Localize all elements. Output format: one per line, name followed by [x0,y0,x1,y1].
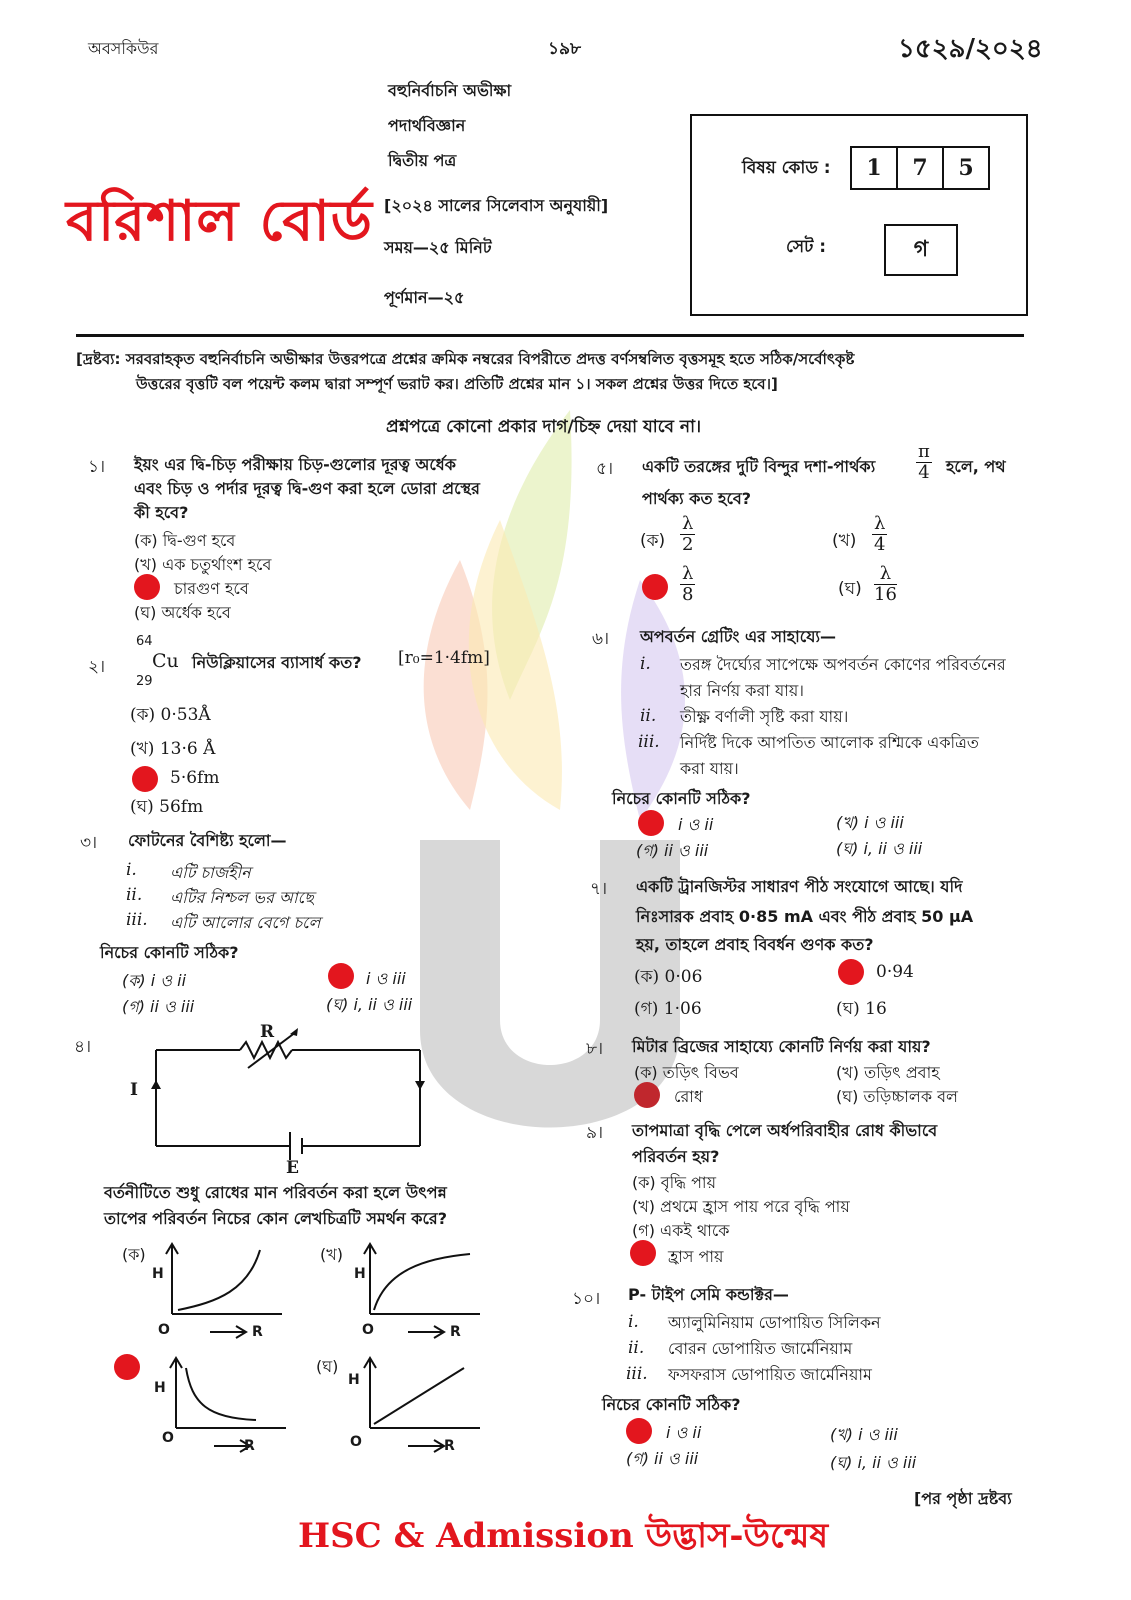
q3-option-ga[interactable]: (গ) ii ও iii [122,997,195,1016]
q4-line-2: তাপের পরিবর্তন নিচের কোন লেখচিত্রটি সমর্থন করে? [104,1209,447,1228]
instruction-line-2: উত্তরের বৃত্তটি বল পয়েন্ট কলম দ্বারা সম্পূর্ণ ভরাট কর। প্রতিটি প্রশ্নের মান ১। সকল প্রশ্নের উত্তর দিতে হবে।] [136,375,778,393]
q8-option-ga[interactable]: রোধ [674,1087,703,1106]
q10-number: ১০। [572,1289,601,1309]
q6-stem: অপবর্তন গ্রেটিং এর সাহায্যে— [640,627,837,646]
q10-statement-1: অ্যালুমিনিয়াম ডোপায়িত সিলিকন [668,1313,881,1332]
denominator: 8 [681,584,694,605]
q8-option-ka[interactable]: (ক) তড়িৎ বিভব [634,1063,739,1082]
q6-option-ka[interactable]: i ও ii [678,815,714,834]
q3-roman-1: i. [126,860,137,880]
instruction-line-1: [দ্রষ্টব্য: সরবরাহকৃত বহুনির্বাচনি অভীক্ষার উত্তরপত্রে প্রশ্নের ক্রমিক নম্বরের বিপরীতে প্রদত্ত বর্ণসম্বলিত বৃত্তসমূহ হতে সঠিক/সর্বোৎকৃষ্ট [76,350,855,368]
q2-number: ২। [88,657,106,677]
q1-option-gha[interactable]: (ঘ) অর্ধেক হবে [134,603,231,622]
board-name: বরিশাল বোর্ড [66,189,373,254]
q3-option-kha[interactable]: i ও iii [366,969,406,988]
q1-line-2: এবং চিড় ও পর্দার দূরত্ব দ্বি-গুণ করা হলে ডোরা প্রস্থের [134,479,480,498]
q10-answer-mark[interactable] [626,1418,652,1444]
q2-given: [r₀=1·4fm] [398,648,490,668]
q10-option-kha[interactable]: (খ) i ও iii [830,1425,898,1444]
q7-option-ka[interactable]: (ক) 0·06 [634,967,703,987]
q3-ask: নিচের কোনটি সঠিক? [100,943,239,962]
q6-roman-1: i. [640,654,651,674]
q8-option-gha[interactable]: (ঘ) তড়িচ্চালক বল [836,1087,958,1106]
q8-option-kha[interactable]: (খ) তড়িৎ প্রবাহ [836,1063,940,1082]
page-number: ১৯৮ [548,39,582,59]
q6-option-ga[interactable]: (গ) ii ও iii [636,841,709,860]
q6-statement-3a: নির্দিষ্ট দিকে আপতিত আলোক রশ্মিকে একত্রিত [680,733,979,752]
q9-line-2: পরিবর্তন হয়? [632,1147,720,1166]
q8-answer-mark[interactable] [634,1082,660,1108]
q2-atomic-number: 29 [136,674,153,689]
axis-h-label: H [154,1380,166,1396]
q10-option-gha[interactable]: (ঘ) i, ii ও iii [830,1453,917,1472]
axis-h-label: H [354,1266,366,1282]
q6-number: ৬। [592,629,610,649]
q2-option-kha[interactable]: (খ) 13·6 Å [130,739,216,759]
q6-ask: নিচের কোনটি সঠিক? [612,789,751,808]
q10-option-ga[interactable]: (গ) ii ও iii [626,1449,699,1468]
q7-line-1: একটি ট্রানজিস্টর সাধারণ পীঠ সংযোগে আছে। যদি [636,877,963,896]
axis-o-label: O [362,1322,374,1338]
time-limit: সময়—২৫ মিনিট [384,238,492,257]
q6-statement-1a: তরঙ্গ দৈর্ঘ্যের সাপেক্ষে অপবর্তন কোণের পরিবর্তনের [680,655,1006,674]
q5-line-2: পার্থক্য কত হবে? [642,489,752,508]
q5-option-ga-value[interactable] [680,564,695,605]
q7-line-3: হয়, তাহলে প্রবাহ বিবর্ধন গুণক কত? [636,935,874,954]
q9-option-gha[interactable]: হ্রাস পায় [668,1247,724,1266]
q8-stem: মিটার ব্রিজের সাহায্যে কোনটি নির্ণয় করা যায়? [632,1037,931,1056]
syllabus-note: [২০২৪ সালের সিলেবাস অনুযায়ী] [384,196,609,215]
subject-code-digit: 5 [942,146,990,190]
q3-option-ka[interactable]: (ক) i ও ii [122,971,187,990]
subject-code-digit: 1 [850,146,898,190]
q3-stem: ফোটনের বৈশিষ্ট্য হলো— [128,831,287,850]
q5-option-gha-value[interactable] [874,564,897,605]
axis-o-label: O [350,1434,362,1450]
q2-answer-mark[interactable] [132,766,158,792]
q6-roman-2: ii. [640,706,657,726]
q2-text: নিউক্লিয়াসের ব্যাসার্ধ কত? [192,653,362,672]
q6-roman-3: iii. [638,732,660,752]
q1-option-ga[interactable]: চারগুণ হবে [174,579,249,598]
q4-emf-label: E [286,1158,299,1178]
q9-answer-mark[interactable] [630,1240,656,1266]
q10-statement-3: ফসফরাস ডোপায়িত জার্মেনিয়াম [668,1365,872,1384]
next-page-note: [পর পৃষ্ঠা দ্রষ্টব্য [914,1489,1012,1508]
q4-graph-label-gha[interactable]: (ঘ) [316,1357,339,1376]
lambda: λ [874,513,886,534]
q5-option-kha-value[interactable] [872,514,887,555]
q5-option-ka[interactable]: (ক) [640,531,666,551]
q1-line-3: কী হবে? [134,503,189,522]
q5-pi: π [918,441,930,462]
q2-symbol: Cu [152,650,179,672]
q4-answer-mark[interactable] [114,1354,140,1380]
axis-r-label: R [244,1438,255,1454]
q1-option-ka[interactable]: (ক) দ্বি-গুণ হবে [134,531,236,550]
q3-statement-2: এটির নিশ্চল ভর আছে [170,888,314,907]
q7-option-gha[interactable]: (ঘ) 16 [836,999,887,1019]
q6-option-gha[interactable]: (ঘ) i, ii ও iii [836,839,923,858]
paper-number: ১৫২৯/২০২৪ [898,34,1043,64]
q5-phase-fraction [916,442,932,483]
q7-line-2: নিঃসারক প্রবাহ 0·85 mA এবং পীঠ প্রবাহ 50 μA [636,907,974,926]
lambda: λ [682,563,694,584]
q4-graph-label-kha[interactable]: (খ) [320,1245,343,1264]
q3-roman-2: ii. [126,885,143,905]
q4-number: ৪। [74,1037,92,1057]
q4-current-label: I [130,1080,138,1100]
axis-h-label: H [152,1266,164,1282]
q10-roman-2: ii. [628,1338,645,1358]
subject-name: পদার্থবিজ্ঞান [388,116,466,135]
q9-number: ৯। [586,1123,604,1143]
denominator: 4 [873,534,886,555]
q1-option-kha[interactable]: (খ) এক চতুর্থাংশ হবে [134,555,272,574]
q9-option-ka[interactable]: (ক) বৃদ্ধি পায় [632,1173,716,1192]
q2-option-gha[interactable]: (ঘ) 56fm [130,797,204,817]
q1-line-1: ইয়ং এর দ্বি-চিড় পরীক্ষায় চিড়-গুলোর দূরত্ব অর্ধেক [134,455,456,474]
no-mark-note: প্রশ্নপত্রে কোনো প্রকার দাগ/চিহ্ন দেয়া যাবে না। [386,417,702,437]
full-marks: পূর্ণমান—২৫ [384,288,465,307]
q6-statement-3b: করা যায়। [680,759,739,778]
q7-answer-mark[interactable] [838,959,864,985]
q5-number: ৫। [596,459,614,479]
q7-option-kha[interactable]: 0·94 [876,962,914,982]
q10-statement-2: বোরন ডোপায়িত জার্মেনিয়াম [668,1339,853,1358]
axis-h-label: H [348,1372,360,1388]
q10-stem: P- টাইপ সেমি কন্ডাক্টর— [628,1285,789,1304]
q10-roman-3: iii. [626,1364,648,1384]
header-divider [76,334,1024,337]
q8-number: ৮। [586,1039,604,1059]
set-value: গ [884,224,958,276]
q6-option-kha[interactable]: (খ) i ও iii [836,813,904,832]
axis-r-label: R [444,1438,455,1454]
set-label: সেট : [786,237,827,257]
code-box [690,114,1028,316]
lambda: λ [682,513,694,534]
q7-option-ga[interactable]: (গ) 1·06 [634,999,702,1019]
paper-name: দ্বিতীয় পত্র [388,151,457,170]
q5-line-1b: হলে, পথ [946,457,1006,476]
q9-option-kha[interactable]: (খ) প্রথমে হ্রাস পায় পরে বৃদ্ধি পায় [632,1197,850,1216]
q3-answer-mark[interactable] [328,963,354,989]
q7-number: ৭। [590,879,608,899]
q1-answer-mark[interactable] [134,574,160,600]
subject-code-label: বিষয় কোড : [742,158,831,178]
q5-answer-mark[interactable] [642,574,668,600]
q10-roman-1: i. [628,1312,639,1332]
axis-o-label: O [162,1430,174,1446]
exam-type: বহুনির্বাচনি অভীক্ষা [388,81,512,100]
footer-brand: HSC & Admission উদ্ভাস-উন্মেষ [298,1516,829,1556]
axis-r-label: R [252,1324,263,1340]
q6-answer-mark[interactable] [638,810,664,836]
q3-statement-3: এটি আলোর বেগে চলে [170,913,321,932]
q1-number: ১। [88,457,106,477]
q4-resistor-label: R [260,1022,275,1042]
q9-line-1: তাপমাত্রা বৃদ্ধি পেলে অর্ধপরিবাহীর রোধ কীভাবে [632,1121,938,1140]
q6-statement-1b: হার নির্ণয় করা যায়। [680,681,804,700]
q10-option-ka[interactable]: i ও ii [666,1423,702,1442]
lambda: λ [874,564,897,585]
denominator: 2 [681,534,694,555]
left-tag: অবসকিউর [88,39,159,58]
q10-ask: নিচের কোনটি সঠিক? [602,1395,741,1414]
q4-circuit-diagram [120,1018,440,1178]
q3-option-gha[interactable]: (ঘ) i, ii ও iii [326,995,413,1014]
denominator: 16 [874,584,897,605]
q4-graph-label-ka[interactable]: (ক) [122,1245,146,1264]
q9-option-ga[interactable]: (গ) একই থাকে [632,1221,730,1240]
q5-four: 4 [918,462,930,483]
q4-line-1: বর্তনীটিতে শুধু রোধের মান পরিবর্তন করা হলে উৎপন্ন [104,1183,447,1202]
q5-line-1a: একটি তরঙ্গের দুটি বিন্দুর দশা-পার্থক্য [642,457,876,476]
q3-statement-1: এটি চার্জহীন [170,863,251,882]
q5-option-ka-value[interactable] [680,514,695,555]
q4-graph-gha[interactable] [346,1354,486,1454]
subject-code-digit: 7 [896,146,944,190]
q5-option-gha[interactable]: (ঘ) [838,579,862,599]
q6-statement-2: তীক্ষ্ণ বর্ণালী সৃষ্টি করা যায়। [680,707,849,726]
q3-roman-3: iii. [126,910,148,930]
q2-mass-number: 64 [136,634,153,649]
q2-option-ga[interactable]: 5·6fm [170,768,220,788]
q2-option-ka[interactable]: (ক) 0·53Å [130,705,211,725]
axis-r-label: R [450,1324,461,1340]
q3-number: ৩। [80,833,98,853]
q5-option-kha[interactable]: (খ) [832,531,857,551]
axis-o-label: O [158,1322,170,1338]
